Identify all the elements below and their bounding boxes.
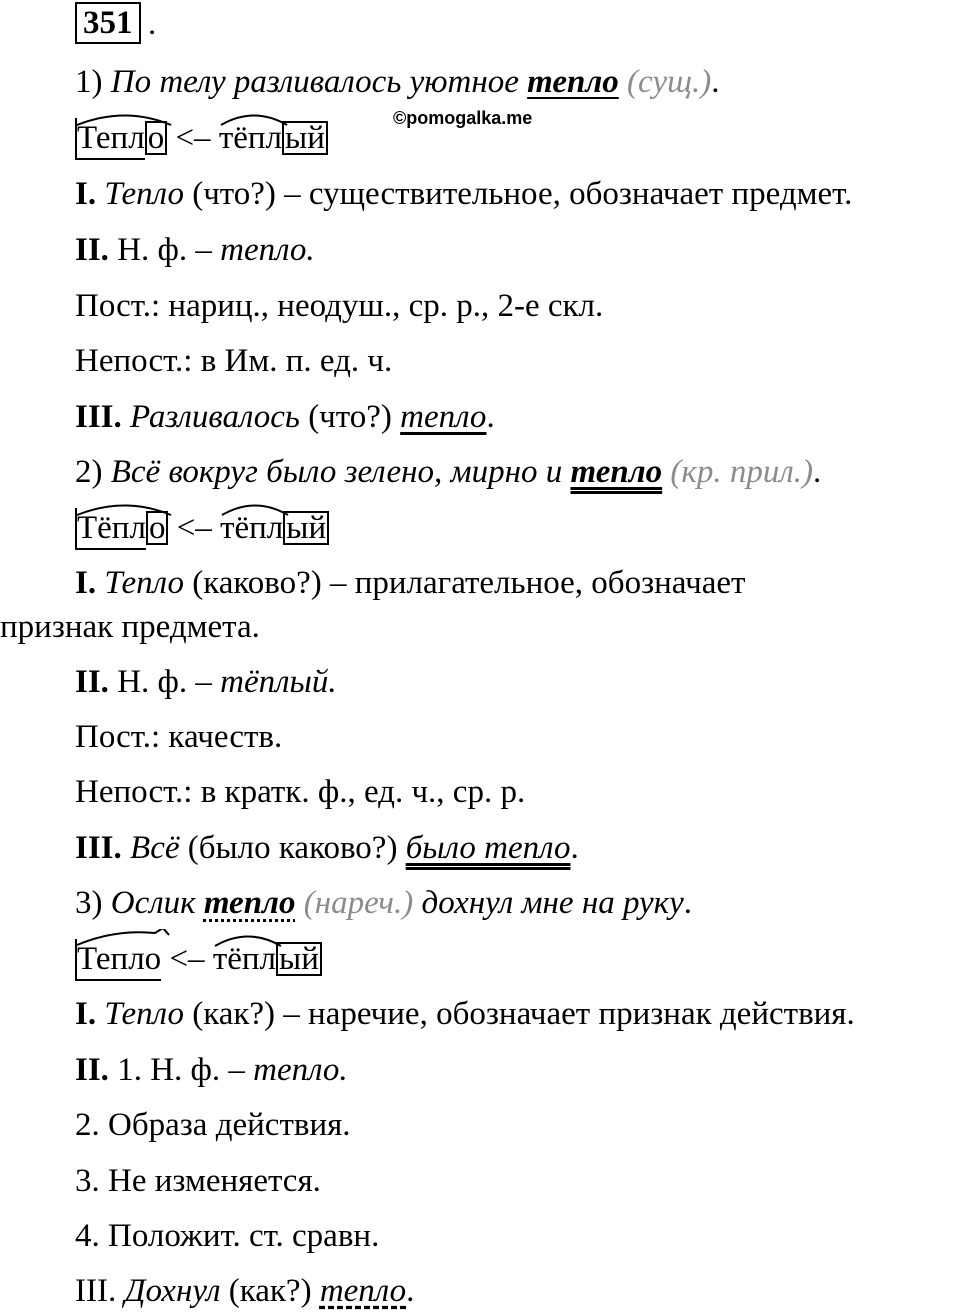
- s3-ii: II. 1. Н. ф. – тепло.: [75, 1052, 348, 1088]
- s3-iii: III. Дохнул (как?) тепло.: [75, 1273, 415, 1309]
- s3-p4: 4. Положит. ст. сравн.: [75, 1218, 380, 1254]
- s3-p2: 2. Образа действия.: [75, 1107, 351, 1143]
- s1-i: I. Тепло (что?) – существительное, обозначает предмет.: [75, 176, 853, 212]
- s3-sentence: 3) Ослик тепло (нареч.) дохнул мне на руку.: [75, 885, 692, 921]
- s1-post: Пост.: нариц., неодуш., ср. р., 2-е скл.: [75, 288, 604, 324]
- s3-i: I. Тепло (как?) – наречие, обозначает признак действия.: [75, 996, 855, 1032]
- s2-ii: II. Н. ф. – тёплый.: [75, 664, 337, 700]
- s1-morph: Тепло <– тёплый: [75, 118, 328, 160]
- s3-morph: Тепло <– тёплый: [75, 939, 322, 981]
- s2-post: Пост.: качеств.: [75, 719, 283, 755]
- s1-morph-left: Тепло: [75, 118, 167, 160]
- s1-pre: По телу разливалось уютное: [110, 64, 519, 100]
- s1-num: 1): [75, 64, 103, 100]
- s2-i: I. Тепло (каково?) – прилагательное, обозначает: [75, 565, 746, 601]
- s2-sentence: 2) Всё вокруг было зелено, мирно и тепло (кр. прил.).: [75, 454, 822, 490]
- s2-morph: Тёпло <– тёплый: [75, 508, 329, 550]
- task-number-dot: .: [148, 6, 157, 42]
- s1-sentence: 1) По телу разливалось уютное тепло (сущ.).: [75, 64, 720, 100]
- s3-key: тепло: [203, 885, 296, 921]
- watermark: ©pomogalka.me: [393, 108, 533, 128]
- task-number: 351: [75, 2, 141, 44]
- s2-key: тепло: [570, 454, 663, 490]
- s1-morph-right: тёплый: [219, 118, 328, 158]
- s2-iii: III. Всё (было каково?) было тепло.: [75, 830, 579, 866]
- s1-ii: II. Н. ф. – тепло.: [75, 232, 315, 268]
- s1-nepost: Непост.: в Им. п. ед. ч.: [75, 343, 393, 379]
- s3-p3: 3. Не изменяется.: [75, 1163, 321, 1199]
- s1-iii: III. Разливалось (что?) тепло.: [75, 399, 495, 435]
- s1-tag: (сущ.): [627, 64, 712, 100]
- s2-nepost: Непост.: в кратк. ф., ед. ч., ср. р.: [75, 774, 526, 810]
- s2-i-cont: признак предмета.: [0, 609, 260, 645]
- s1-key: тепло: [527, 64, 619, 100]
